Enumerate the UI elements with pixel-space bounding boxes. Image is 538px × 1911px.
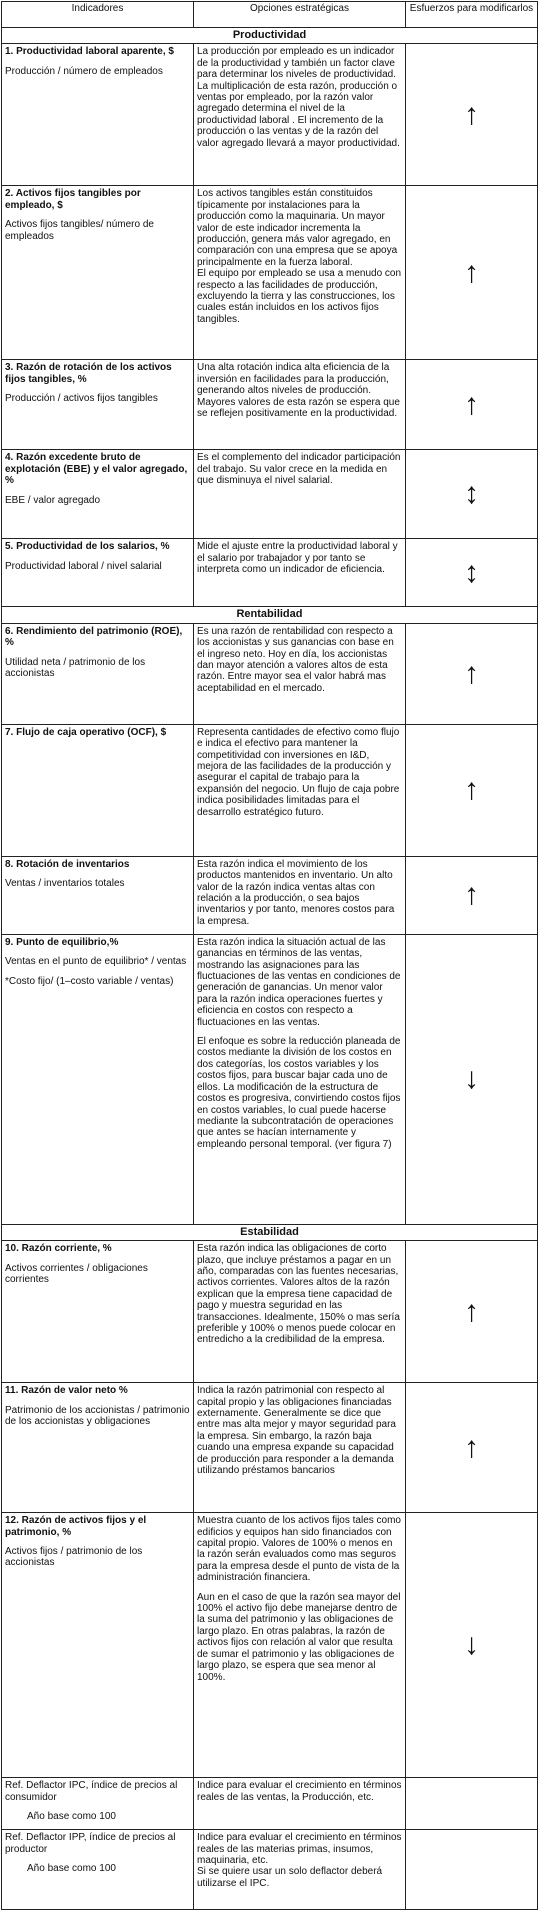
ref-text-2: Si se quiere usar un solo deflactor deberá utilizarse el IPC.: [197, 1866, 383, 1889]
header-opciones: Opciones estratégicas: [194, 2, 406, 28]
indicator-title: 1. Productividad laboral aparente, $: [5, 46, 174, 58]
ref-row: [2, 1830, 538, 1910]
indicator-title: 11. Razón de valor neto %: [5, 1385, 128, 1397]
section-estabilidad: Estabilidad: [2, 1224, 538, 1240]
table-row: [2, 856, 538, 934]
indicator-formula: Activos fijos tangibles/ número de empleados: [5, 219, 154, 242]
arrow-down-icon: ↓: [406, 1513, 538, 1778]
strategy-text: Muestra cuanto de los activos fijos tales como edificios y equipos han sido financiados con capital propio. Valores de 100% o menos en la razón serán evaluados como mas seguros para la empresa desde el punto de vista de la administración financiera.: [197, 1515, 401, 1584]
indicator-title: 10. Razón corriente, %: [5, 1243, 112, 1255]
strategy-text: Esta razón indica las obligaciones de corto plazo, que incluye préstamos a pagar en un año, comparadas con las fuentes necesarias, activos corrientes. Valores altos de la razón explican que la empresa tiene capacidad de pago y muestra seguridad en las transacciones. Idealmente, 150% o mas sería preferible y 100% o menos puede colocar en entredicho a la credibilidad de la empresa.: [197, 1243, 400, 1346]
ref-text: Indice para evaluar el crecimiento en términos reales de las materias primas, insumos, maquinaria, etc.: [197, 1832, 402, 1867]
strategy-text: Esta razón indica el movimiento de los productos mantenidos en inventario. Un alto valor de la razón indica ventas altas con relación a la producción, o sea bajos inventarios y por tanto, menores costos para la empresa.: [197, 858, 395, 927]
strategy-text-2: El enfoque es sobre la reducción planeada de costos mediante la división de los costos en dos categorías, los costos variables y los costos fijos, para buscar bajar cada uno de ellos. La modificación de la estructura de costos es progresiva, convirtiendo costos fijos en costos variables, lo cual puede hacerse mediante la subcontratación de operaciones que antes se hacían internamente y empleando personal temporal. (ver figura 7): [197, 1036, 401, 1150]
table-row: [2, 360, 538, 450]
indicator-formula: Ventas / inventarios totales: [5, 878, 125, 890]
indicators-table: [1, 1, 538, 1910]
table-row: [2, 1513, 538, 1778]
indicator-formula: Activos corrientes / obligaciones corrientes: [5, 1262, 148, 1286]
strategy-text: Una alta rotación indica alta eficiencia de la inversión en facilidades para la producción, generando altos niveles de producción. Mayores valores de esta razón se espera que se reflejen positivamente en la productividad.: [197, 362, 400, 420]
indicator-title: 3. Razón de rotación de los activos fijos tangibles, %: [5, 362, 172, 385]
indicator-formula: Productividad laboral / nivel salarial: [5, 560, 162, 572]
indicator-formula: Ventas en el punto de equilibrio* / ventas: [5, 956, 187, 968]
table-row: [2, 450, 538, 539]
table-row: [2, 934, 538, 1224]
indicator-formula: Producción / número de empleados: [5, 65, 163, 77]
header-esfuerzos: Esfuerzos para modificarlos: [406, 2, 538, 28]
strategy-text: La producción por empleado es un indicador de la productividad y también un factor clave para determinar los niveles de productividad. La multiplicación de esta razón, producción o ventas por empleado, por la razón valor agregado determina el nivel de la productividad laboral . El incremento de la producción o las ventas y de la razón del valor agregado llevará a mayor productividad.: [197, 46, 400, 149]
table-row: [2, 1383, 538, 1513]
header-row: [2, 2, 538, 28]
indicator-title: 5. Productividad de los salarios, %: [5, 541, 170, 553]
table-row: [2, 186, 538, 360]
ref-base: Año base como 100: [27, 1863, 116, 1875]
strategy-text: Indica la razón patrimonial con respecto al capital propio y las obligaciones financiadas externamente. Generalmente se dice que entre mas alta mejor y mayor seguridad para la empresa. Sin embargo, la razón baja cuando una empresa expande su capacidad de producción para responder a la demanda utilizando préstamos bancarios: [197, 1385, 396, 1477]
section-productividad: Productividad: [2, 28, 538, 44]
indicator-formula: Producción / activos fijos tangibles: [5, 393, 158, 405]
indicator-formula: Patrimonio de los accionistas / patrimonio de los accionistas y obligaciones: [5, 1404, 190, 1428]
indicator-title: 8. Rotación de inventarios: [5, 858, 130, 870]
arrow-up-icon: ↑: [406, 623, 538, 724]
ref-title: Ref. Deflactor IPC, índice de precios al consumidor: [5, 1780, 178, 1803]
updown-arrow-icon: ↕: [406, 450, 538, 539]
ref-row: [2, 1778, 538, 1830]
arrow-down-icon: ↓: [406, 934, 538, 1224]
table-row: [2, 623, 538, 724]
table-row: [2, 539, 538, 607]
arrow-up-icon: ↑: [406, 1383, 538, 1513]
strategy-text: Esta razón indica la situación actual de las ganancias en términos de las ventas, mostrando las asignaciones para las fluctuaciones de las ventas en condiciones de generación de ganancias. Un menor valor para la razón indica operaciones fuertes y eficiencia en costos con respecto a fluctuaciones en las ventas.: [197, 936, 401, 1028]
strategy-text-2: Aun en el caso de que la razón sea mayor del 100% el activo fijo debe manejarse dentro de la suma del patrimonio y las obligaciones de largo plazo. En otras palabras, la razón de activos fijos con relación al valor que resulta de sumar el patrimonio y las obligaciones de largo plazo, se espera que sea menor al 100%.: [197, 1591, 401, 1683]
indicator-title: 4. Razón excedente bruto de explotación (EBE) y el valor agregado, %: [5, 452, 188, 487]
table-row: [2, 44, 538, 186]
updown-arrow-icon: ↕: [406, 539, 538, 607]
header-indicadores: Indicadores: [2, 2, 194, 28]
indicator-formula: Activos fijos / patrimonio de los accionistas: [5, 1546, 143, 1569]
ref-title: Ref. Deflactor IPP, índice de precios al productor: [5, 1832, 176, 1855]
strategy-text-2: El equipo por empleado se usa a menudo con respecto a las facilidades de producción, excluyendo la tierra y las construcciones, los cuales están incluidos en los activos fijos tangibles.: [197, 268, 402, 325]
ref-base: Año base como 100: [27, 1811, 116, 1823]
indicator-formula: Utilidad neta / patrimonio de los accionistas: [5, 656, 146, 680]
table-row: [2, 724, 538, 856]
indicator-formula-note: *Costo fijo/ (1–costo variable / ventas): [5, 975, 174, 987]
arrow-up-icon: ↑: [406, 724, 538, 856]
arrow-up-icon: ↑: [406, 360, 538, 450]
indicator-title: 12. Razón de activos fijos y el patrimonio, %: [5, 1515, 147, 1538]
strategy-text: Mide el ajuste entre la productividad laboral y el salario por trabajador y por tanto se interpreta como un indicador de eficiencia.: [197, 541, 398, 576]
arrow-up-icon: ↑: [406, 856, 538, 934]
indicator-formula: EBE / valor agregado: [5, 494, 101, 506]
section-rentabilidad: Rentabilidad: [2, 607, 538, 623]
indicator-title: 7. Flujo de caja operativo (OCF), $: [5, 726, 167, 738]
indicator-title: 9. Punto de equilibrio,%: [5, 936, 119, 948]
strategy-text: Es una razón de rentabilidad con respecto a los accionistas y sus ganancias con base en el ingreso neto. Hoy en día, los accionistas dan mayor atención a valores altos de esta razón. Entre mayor sea el valor habrá mas aceptabilidad en el mercado.: [197, 625, 394, 694]
arrow-up-icon: ↑: [406, 44, 538, 186]
arrow-up-icon: ↑: [406, 1241, 538, 1383]
indicator-title: 2. Activos fijos tangibles por empleado, $: [5, 188, 141, 211]
indicator-title: 6. Rendimiento del patrimonio (ROE), %: [5, 625, 183, 649]
strategy-text: Es el complemento del indicador participación del trabajo. Su valor crece en la medida en que disminuya el nivel salarial.: [197, 452, 401, 487]
strategy-text: Los activos tangibles están constituidos típicamente por instalaciones para la producción como la maquinaria. Un mayor valor de este indicador incrementa la producción, genera más valor agregado, en comparación con una empresa que se apoya principalmente en la fuerza laboral.: [197, 188, 398, 268]
table-row: [2, 1241, 538, 1383]
ref-text: Indice para evaluar el crecimiento en términos reales de las ventas, la Producción, etc.: [197, 1780, 402, 1803]
arrow-up-icon: ↑: [406, 186, 538, 360]
strategy-text: Representa cantidades de efectivo como flujo e indica el efectivo para mantener la competitividad con inversiones en I&D, mejora de las facilidades de la producción y asegurar el capital de trabajo para la expansión del negocio. Un flujo de caja pobre indica posibilidades limitadas para el desarrollo estratégico futuro.: [197, 726, 400, 818]
